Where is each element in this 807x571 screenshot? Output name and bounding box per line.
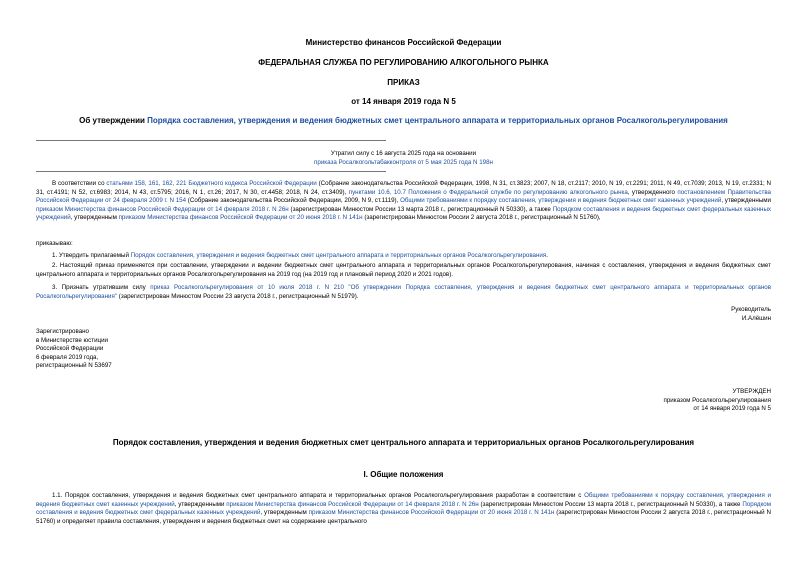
preamble-text: , утвержденными	[721, 197, 771, 205]
preamble-text: (Собрание законодательства Российской Федерации, 1998, N 31, ст.3823; 2007, N 18, ст.2117; 2010, N 19, ст.2291; 2011, N 49, ст.7039; 2013, N 19, ст.2331; N 31, ст.4191; N 52, ст.6983; 2014, N 43, ст.5795; 2016, N 1, ст.26; 2017, N 30, ст.4458; 2018, N 24, ст.3409),	[36, 180, 771, 196]
doc-date-number: от 14 января 2019 года N 5	[351, 97, 456, 106]
signature-block	[500, 306, 771, 323]
lapsed-line: Утратил силу с 16 августа 2025 года на основании	[330, 150, 477, 157]
government-decree-link[interactable]: постановлением Правительства Российской Федерации от 24 февраля 2009 г. N 154	[36, 188, 772, 205]
divider	[36, 171, 386, 172]
preamble-text: (зарегистрирован Минюстом России 2 августа 2018 г., регистрационный N 51760),	[362, 214, 601, 222]
federal-procedure-link[interactable]: Порядком составления и ведения бюджетных смет федеральных казенных учреждений	[36, 500, 772, 517]
ministry-heading: Министерство финансов Российской Федерации	[305, 38, 502, 47]
doc-title	[0, 116, 807, 125]
item-text: (зарегистрирован Минюстом России 23 августа 2018 г., регистрационный N 51979).	[117, 292, 359, 300]
signature-name: И.Алёшин	[741, 314, 771, 322]
approved-line: приказом Росалкогольрегулирования	[663, 396, 771, 404]
federal-procedure-link[interactable]: Порядком составления и ведения бюджетных смет федеральных казенных учреждений	[36, 205, 772, 222]
annex-text: 1.1. Порядок составления, утверждения и ведения бюджетных смет центрального аппарата и территориальных органов Росалкогольрегулирования разработан в соответствии с	[52, 492, 585, 499]
signature-role: Руководитель	[731, 306, 771, 313]
budget-code-link[interactable]: статьями 158, 161, 162, 221 Бюджетного кодекса Российской Федерации	[106, 180, 317, 187]
annex-text: (зарегистрирован Минюстом России 13 марта 2018 г., регистрационный N 50330), а также	[478, 500, 743, 508]
item-text: 1. Утвердить прилагаемый	[52, 252, 131, 259]
registration-line: регистрационный N 53697	[36, 362, 112, 370]
preamble-text: , утвержденного	[627, 188, 678, 196]
approved-line: от 14 января 2019 года N 5	[693, 405, 771, 413]
section-heading: I. Общие положения	[363, 470, 444, 479]
minfin-order-141n-link[interactable]: приказом Министерства финансов Российской Федерации от 20 июня 2018 г. N 141н	[118, 214, 363, 222]
doc-title-link[interactable]: Порядка составления, утверждения и ведения бюджетных смет центрального аппарата и территориальных органов Росалкогольрегулирования	[147, 116, 728, 125]
item-2: 2. Настоящий приказ применяется при составлении, утверждении и ведении бюджетных смет центрального аппарата и территориальных органов Росалкогольрегулирования, начиная с составления, утверждения и ведения бюджетных смет центрального аппарата и территориальных органов Росалкогольрегулирования на 2019 год (на 2019 год и плановый период 2020 и 2021 годов).	[36, 262, 771, 278]
annex-title: Порядок составления, утверждения и ведения бюджетных смет центрального аппарата и территориальных органов Росалкогольрегулирования	[112, 438, 695, 447]
preamble-text: (зарегистрирован Минюстом России 13 марта 2018 г., регистрационный N 50330), а также	[288, 205, 553, 213]
preamble-text: , утвержденным	[70, 214, 119, 222]
item-text: 3. Признать утратившим силу	[52, 284, 151, 291]
minfin-order-26n-link[interactable]: приказом Министерства финансов Российской Федерации от 14 февраля 2018 г. N 26н	[36, 205, 289, 213]
approved-line: УТВЕРЖДЕН	[732, 388, 771, 395]
general-requirements-link[interactable]: Общими требованиями к порядку составления, утверждения и ведения бюджетных смет казенных учреждений	[36, 492, 771, 508]
doc-title-prefix: Об утверждении	[79, 116, 148, 125]
preamble-text: В соответствии со	[52, 180, 107, 187]
registration-block	[36, 328, 336, 371]
registration-line: Зарегистрировано	[36, 328, 89, 335]
registration-line: Российской Федерации	[36, 345, 104, 353]
annex-text: (зарегистрирован Минюстом России 2 августа 2018 г., регистрационный N 51760) и определяет правила составления, утверждения и ведения бюджетных смет на содержание центрального	[36, 509, 771, 525]
item-1	[36, 252, 771, 261]
approved-block	[500, 388, 771, 414]
doc-type-heading: ПРИКАЗ	[387, 78, 420, 87]
divider	[36, 140, 386, 141]
annex-text: , утвержденными	[174, 500, 227, 508]
general-requirements-link[interactable]: Общими требованиями к порядку составления, утверждения и ведения бюджетных смет казенных учреждений	[400, 197, 722, 205]
item-3	[36, 284, 771, 301]
lapsed-notice	[36, 150, 771, 167]
annex-paragraph-1-1	[36, 492, 771, 526]
procedure-link[interactable]: Порядок составления, утверждения и ведения бюджетных смет центрального аппарата и территориальных органов Росалкогольрегулирования	[130, 252, 547, 259]
orders-word: приказываю:	[36, 240, 73, 247]
minfin-order-141n-link[interactable]: приказом Министерства финансов Российской Федерации от 20 июня 2018 г. N 141н	[308, 509, 555, 517]
preamble-text: (Собрание законодательства Российской Федерации, 2009, N 9, ст.1119),	[186, 197, 401, 205]
minfin-order-26n-link[interactable]: приказом Министерства финансов Российской Федерации от 14 февраля 2018 г. N 26н	[226, 500, 479, 508]
item-text: .	[546, 252, 548, 259]
lapsed-link[interactable]: приказа Росалкогольтабакконтроля от 5 мая 2025 года N 198н	[314, 158, 493, 166]
regulation-link[interactable]: пунктами 10.6, 10.7 Положения о Федеральной службе по регулированию алкогольного рынка	[348, 188, 628, 196]
service-heading: ФЕДЕРАЛЬНАЯ СЛУЖБА ПО РЕГУЛИРОВАНИЮ АЛКОГОЛЬНОГО РЫНКА	[258, 58, 549, 67]
registration-line: 6 февраля 2019 года,	[36, 353, 99, 361]
annex-text: , утвержденным	[260, 509, 309, 517]
repealed-order-link[interactable]: приказ Росалкогольрегулирования от 10 июля 2018 г. N 210 "Об утверждении Порядка составления, утверждения и ведения бюджетных смет центрального аппарата и территориальных органов Росалкогольрегулирования"	[36, 284, 771, 300]
registration-line: в Министерстве юстиции	[36, 336, 109, 344]
preamble-paragraph	[36, 180, 771, 223]
